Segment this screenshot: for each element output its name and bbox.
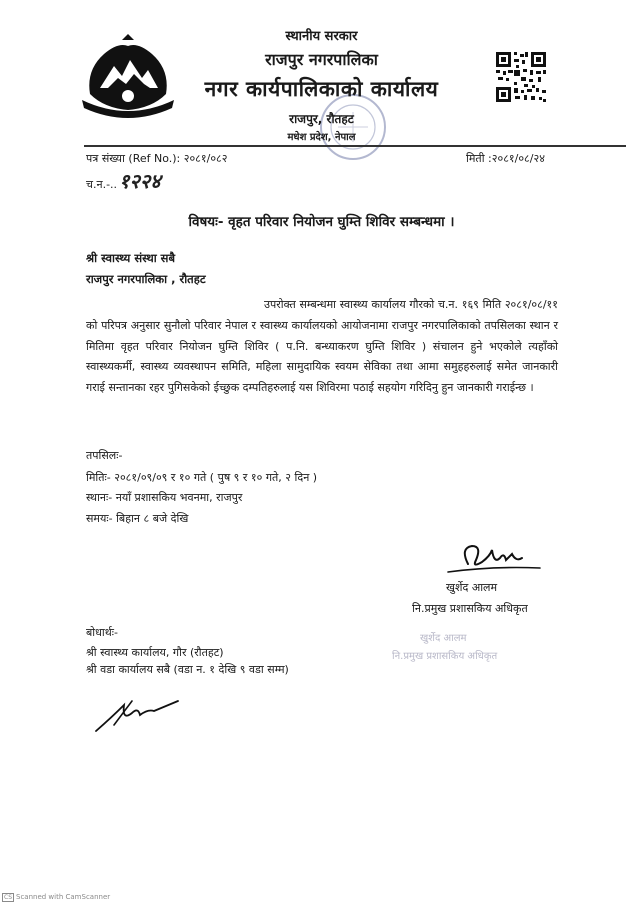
letter-subject: विषयः- वृहत परिवार नियोजन घुम्ति शिविर सम्बन्धमा । [188, 214, 455, 230]
letter-date: मिती :२०८१/०८/२४ [466, 152, 545, 165]
cc-heading: बोधार्थः- [86, 626, 118, 639]
signature-stamp-name: खुर्शेद आलम [420, 633, 467, 644]
header-municipality: राजपुर नगरपालिका [265, 50, 378, 69]
scanner-watermark-text: Scanned with CamScanner [16, 893, 111, 901]
header-local-government: स्थानीय सरकार [285, 29, 358, 44]
addressee-line-2: राजपुर नगरपालिका , रौतहट [86, 272, 206, 286]
header-divider [84, 145, 626, 147]
scanner-watermark [2, 893, 110, 902]
header-province: मधेश प्रदेश, नेपाल [287, 132, 356, 143]
details-time: समयः- बिहान ८ बजे देखि [86, 512, 189, 525]
dispatch-number-label: च.न.-.. [86, 178, 118, 191]
signatory-name: खुर्शेद आलम [446, 581, 498, 594]
dispatch-number-value: १२२४ [119, 169, 161, 193]
details-place: स्थानः- नयाँ प्रशासकिय भवनमा, राजपुर [86, 491, 243, 504]
initials-signature-icon [92, 695, 182, 735]
letter-body [86, 295, 558, 399]
reference-number: पत्र संख्या (Ref No.): २०८१/०८२ [86, 152, 228, 165]
header-location: राजपुर, रौतहट [289, 112, 354, 126]
addressee-line-1: श्री स्वास्थ्य संस्था सबै [86, 251, 176, 265]
cc-recipient-1: श्री स्वास्थ्य कार्यालय, गौर (रौतहट) [86, 646, 224, 659]
header-office-title: नगर कार्यपालिकाको कार्यालय [204, 77, 439, 101]
cc-recipient-2: श्री वडा कार्यालय सबै (वडा न. १ देखि ९ वडा सम्म) [86, 663, 289, 676]
details-heading: तपसिलः- [86, 449, 123, 462]
dispatch-number [86, 167, 161, 194]
details-date: मितिः- २०८१/०९/०९ र १० गते ( पुष ९ र १० गते, २ दिन ) [86, 471, 318, 484]
letter-body-paragraph: उपरोक्त सम्बन्धमा स्वास्थ्य कार्यालय गौरको च.न. १६९ मिति २०८१/०८/११ को परिपत्र अनुसार सुनौलो परिवार नेपाल र स्वास्थ्य कार्यालयको आयोजनामा राजपुर नगरपालिकाको तपसिलका स्थान र मितिमा वृहत परिवार नियोजन घुम्ति शिविर ( प.नि. बन्ध्याकरण घुम्ति शिविर ) संचालन हुने भएकोले त्यहाँको स्वास्थ्यकर्मी, स्वास्थ्य व्यवस्थापन समिति, महिला सामुदायिक स्वयम सेविका तथा आमा समुहहरुलाई समेत जानकारी गराई सन्तानका रहर पुगिसकेको ईच्छुक दम्पतिहरुलाई यस शिविरमा पठाई सहयोग गरिदिनु हुन जानकारी गराईन्छ । [86, 298, 558, 395]
signatory-title: नि.प्रमुख प्रशासकिय अधिकृत [412, 602, 528, 615]
signature-icon [442, 538, 542, 578]
signature-stamp-title: नि.प्रमुख प्रशासकिय अधिकृत [392, 651, 498, 662]
camscanner-logo-icon: CS [4, 894, 12, 901]
